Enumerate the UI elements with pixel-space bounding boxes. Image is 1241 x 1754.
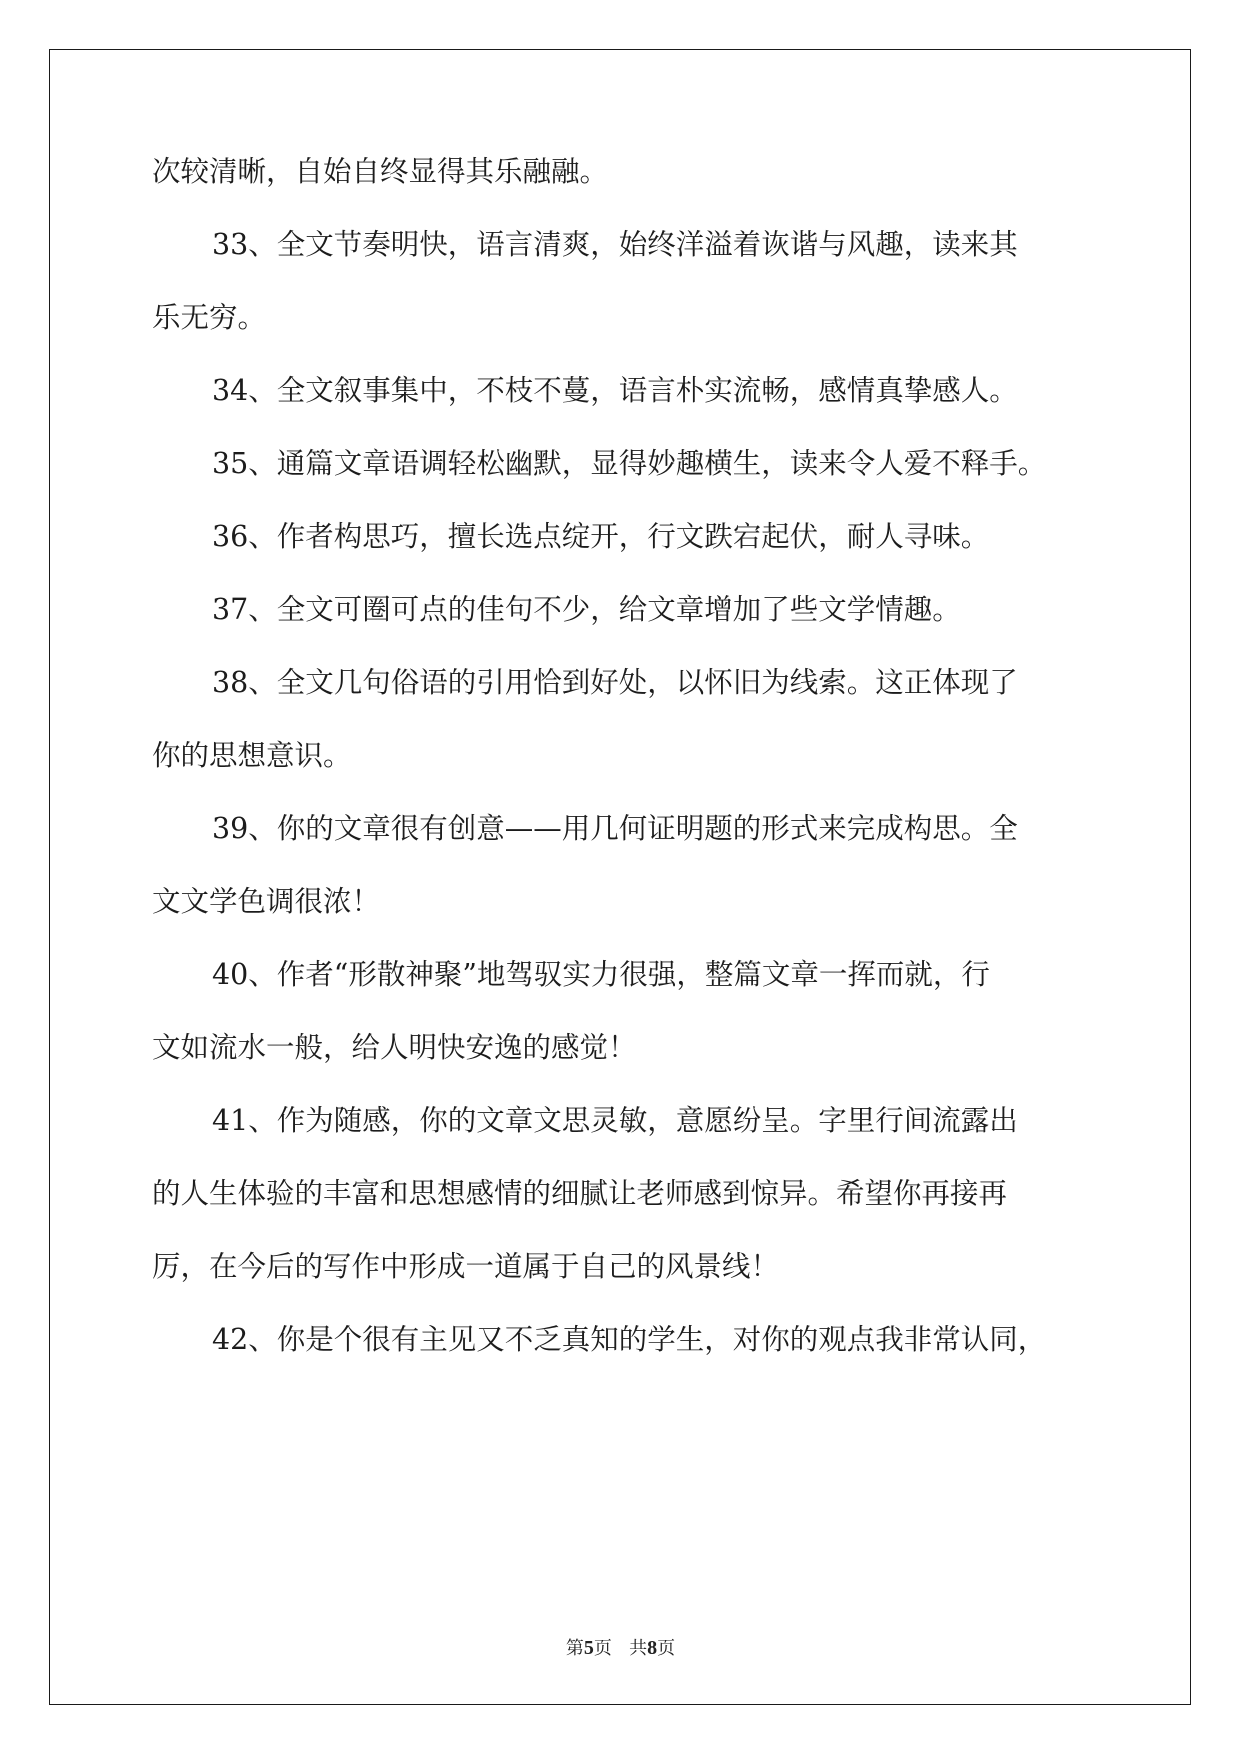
text-line: 乐无穷。: [152, 301, 267, 334]
text-line: 33、全文节奏明快，语言清爽，始终洋溢着诙谐与风趣，读来其: [212, 228, 1018, 261]
footer-total-suffix: 页: [657, 1638, 676, 1659]
footer-page-number: 5: [583, 1637, 594, 1659]
footer-total-pages: 8: [647, 1637, 658, 1659]
footer-total-prefix: 共: [629, 1638, 648, 1659]
text-line: 39、你的文章很有创意——用几何证明题的形式来完成构思。全: [212, 812, 1018, 845]
text-line: 次较清晰，自始自终显得其乐融融。: [152, 155, 609, 188]
footer-page-suffix: 页: [593, 1638, 612, 1659]
text-line: 文文学色调很浓！: [152, 885, 381, 918]
text-line: 的人生体验的丰富和思想感情的细腻让老师感到惊异。希望你再接再: [152, 1177, 1008, 1210]
text-line: 35、通篇文章语调轻松幽默，显得妙趣横生，读来令人爱不释手。: [212, 447, 1047, 480]
page-footer: [0, 1634, 1241, 1660]
footer-page-prefix: 第: [565, 1638, 584, 1659]
text-line: 37、全文可圈可点的佳句不少，给文章增加了些文学情趣。: [212, 593, 961, 626]
text-line: 42、你是个很有主见又不乏真知的学生，对你的观点我非常认同，: [212, 1323, 1047, 1356]
text-line: 41、作为随感，你的文章文思灵敏，意愿纷呈。字里行间流露出: [212, 1104, 1018, 1137]
text-line: 40、作者“形散神聚”地驾驭实力很强，整篇文章一挥而就，行: [212, 958, 990, 991]
text-line: 文如流水一般，给人明快安逸的感觉！: [152, 1031, 637, 1064]
text-line: 你的思想意识。: [152, 739, 352, 772]
text-line: 38、全文几句俗语的引用恰到好处，以怀旧为线索。这正体现了: [212, 666, 1018, 699]
text-line: 厉，在今后的写作中形成一道属于自己的风景线！: [152, 1250, 780, 1283]
text-line: 36、作者构思巧，擅长选点绽开，行文跌宕起伏，耐人寻味。: [212, 520, 990, 553]
text-line: 34、全文叙事集中，不枝不蔓，语言朴实流畅，感情真挚感人。: [212, 374, 1018, 407]
